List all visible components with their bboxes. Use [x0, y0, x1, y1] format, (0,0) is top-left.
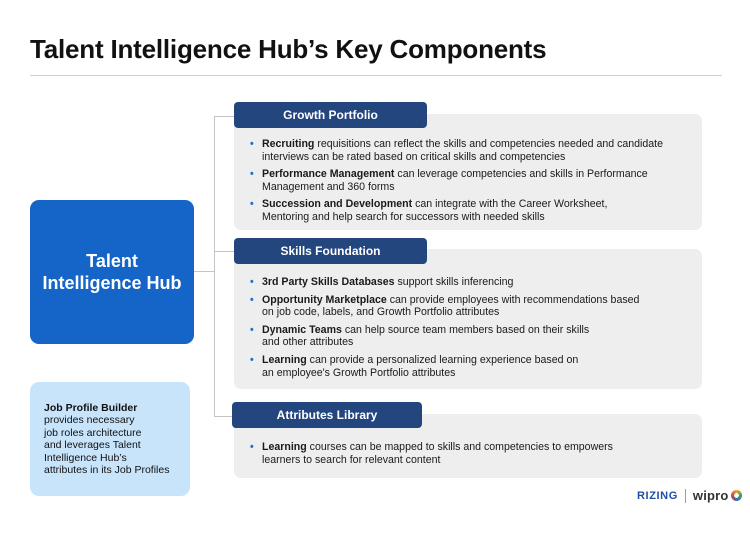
- bullet-icon: •: [250, 293, 254, 306]
- connector-attributes: [214, 416, 232, 417]
- growth-portfolio-header: Growth Portfolio: [234, 102, 427, 128]
- attributes-library-header: Attributes Library: [232, 402, 422, 428]
- connector-hub: [194, 271, 214, 272]
- skills-foundation-list: [250, 276, 690, 384]
- wipro-logo-icon: [731, 490, 742, 501]
- page-title: Talent Intelligence Hub’s Key Components: [30, 34, 547, 64]
- list-item: • Dynamic Teams can help source team members based on their skills and other attributes: [250, 323, 590, 349]
- list-item: • Succession and Development can integrate with the Career Worksheet, Mentoring and help search for successors with needed skills: [250, 198, 608, 223]
- growth-portfolio-list: [250, 138, 690, 229]
- job-profile-builder-title: Job Profile Builder: [44, 402, 138, 414]
- connector-growth: [214, 116, 234, 117]
- logo-divider: [685, 489, 686, 503]
- skills-foundation-header: Skills Foundation: [234, 238, 427, 264]
- bullet-icon: •: [250, 138, 254, 150]
- list-item: • Recruiting requisitions can reflect the skills and competencies needed and candidate interviews can be rated based on critical skills and competencies: [250, 138, 664, 163]
- talent-intelligence-hub-box: Talent Intelligence Hub: [30, 200, 194, 344]
- connector-skills: [214, 251, 234, 252]
- job-profile-builder-line: and leverages Talent: [44, 439, 141, 452]
- bullet-icon: •: [250, 198, 254, 211]
- bullet-icon: •: [250, 353, 254, 366]
- wipro-logo: wipro: [692, 488, 729, 503]
- rizing-logo: RIZING: [637, 489, 678, 502]
- attributes-library-list: [250, 441, 690, 471]
- job-profile-builder-line: job roles architecture: [44, 426, 142, 439]
- list-item: • Learning courses can be mapped to skills and competencies to empowers learners to search for relevant content: [250, 441, 613, 466]
- title-divider: [30, 75, 722, 76]
- job-profile-builder-box: [30, 382, 190, 496]
- list-item: • Opportunity Marketplace can provide employees with recommendations based on job code, labels, and Growth Portfolio attributes: [250, 293, 640, 319]
- connector-trunk: [214, 116, 215, 416]
- list-item: • 3rd Party Skills Databases support skills inferencing: [250, 276, 514, 288]
- job-profile-builder-line: Intelligence Hub’s: [44, 451, 127, 464]
- bullet-icon: •: [250, 323, 254, 336]
- job-profile-builder-line: attributes in its Job Profiles: [44, 464, 170, 477]
- bullet-icon: •: [250, 168, 254, 181]
- job-profile-builder-line: provides necessary: [44, 414, 135, 427]
- footer-logos: [637, 488, 742, 503]
- bullet-icon: •: [250, 276, 254, 288]
- list-item: • Learning can provide a personalized learning experience based on an employee's Growth Portfolio attributes: [250, 353, 579, 379]
- bullet-icon: •: [250, 441, 254, 453]
- list-item: • Performance Management can leverage competencies and skills in Performance Management and 360 forms: [250, 168, 648, 193]
